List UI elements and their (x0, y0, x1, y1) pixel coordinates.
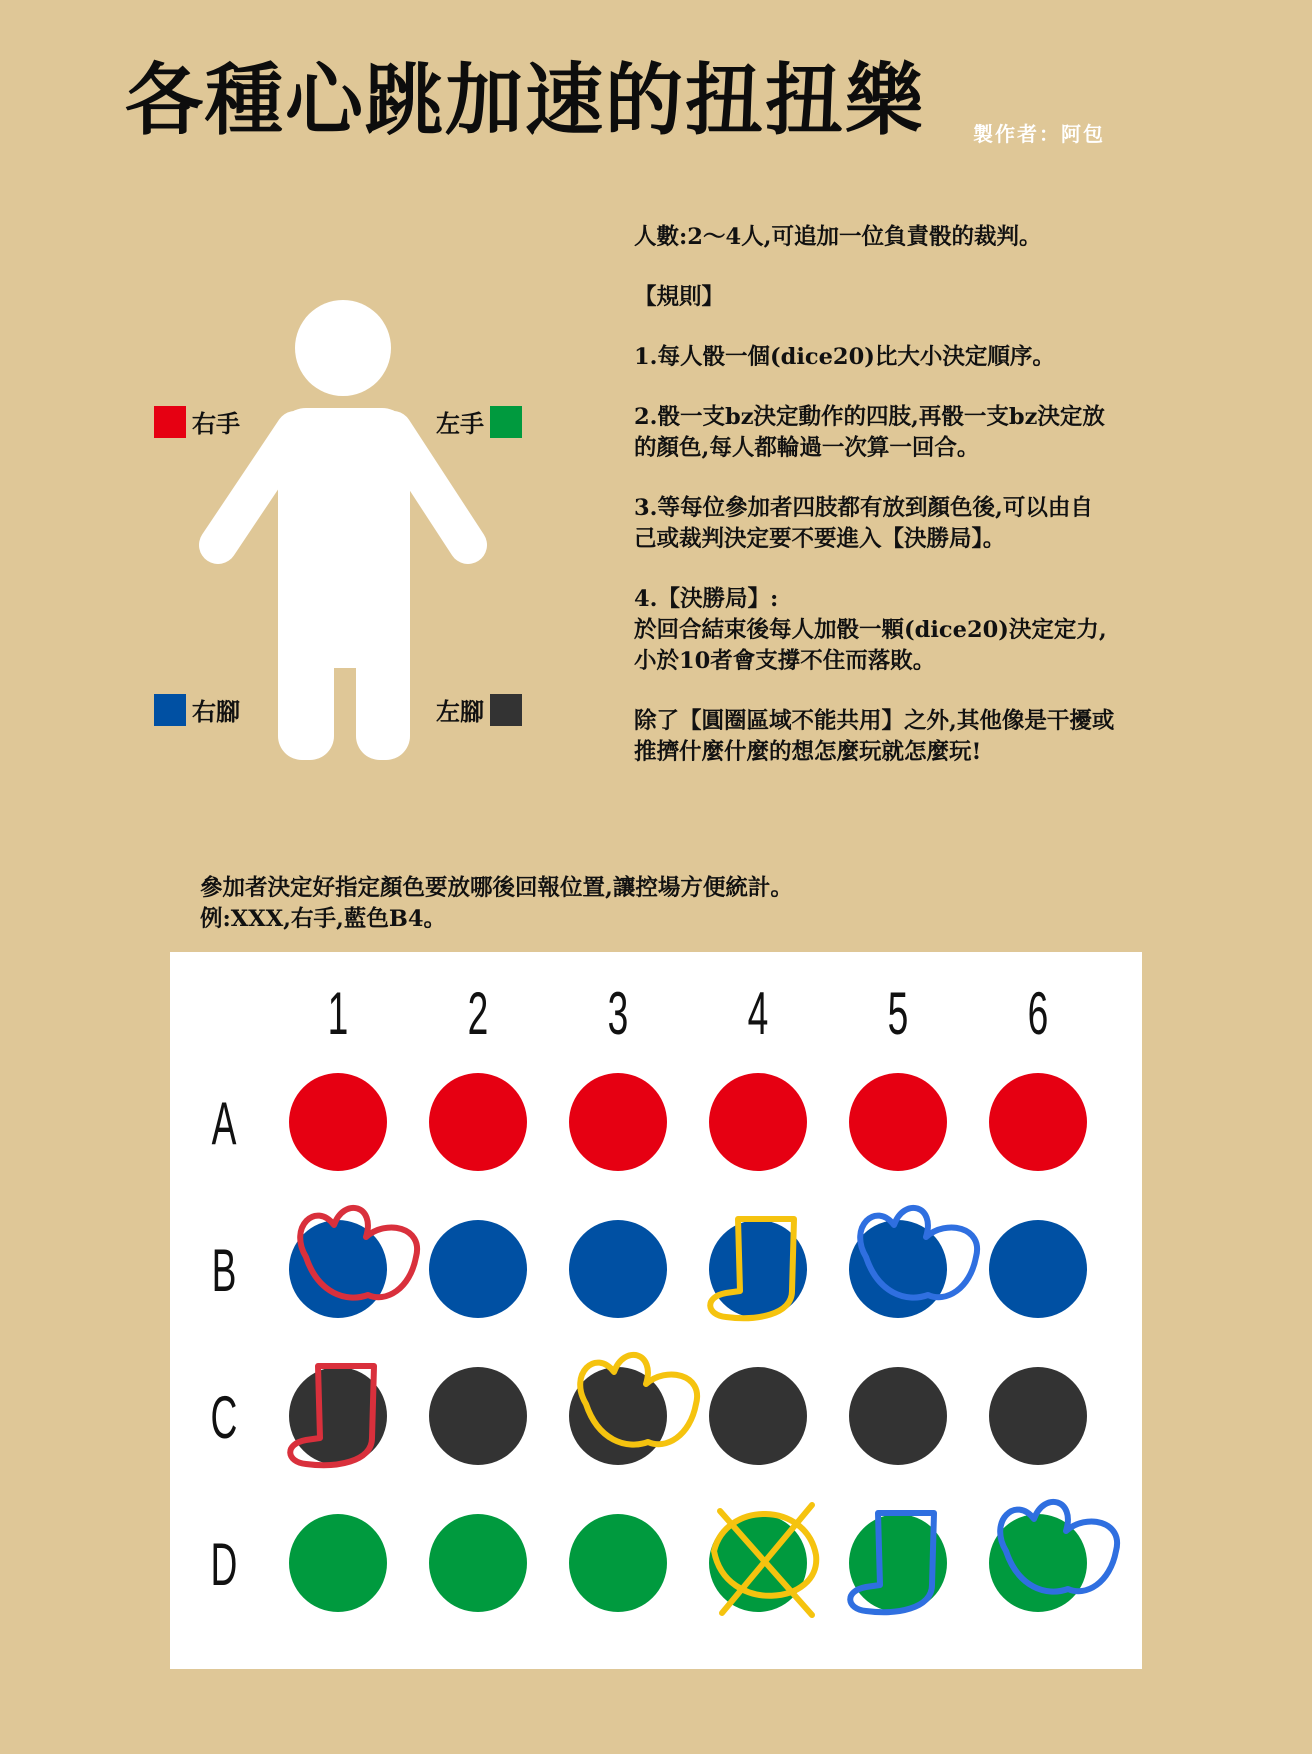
circle-C6[interactable] (989, 1367, 1087, 1465)
circle-A1[interactable] (289, 1073, 387, 1171)
row-label-C: C (210, 1383, 238, 1452)
circle-C4[interactable] (709, 1367, 807, 1465)
circle-A5[interactable] (849, 1073, 947, 1171)
circle-A4[interactable] (709, 1073, 807, 1171)
rules-heading: 【規則】 (634, 284, 725, 310)
board-grid (170, 952, 1142, 1669)
circle-B6[interactable] (989, 1220, 1087, 1318)
rule-3: 3.等每位參加者四肢都有放到顏色後,可以由自 己或裁判決定要不要進入【決勝局】。 (634, 495, 1093, 552)
rule-2: 2.骰一支bz決定動作的四肢,再骰一支bz決定放 的顏色,每人都輪過一次算一回合。 (634, 404, 1105, 461)
instructions-text: 參加者決定好指定顏色要放哪後回報位置,讓控場方便統計。 例:XXX,右手,藍色B4。 (200, 875, 793, 932)
legend-left-foot (436, 692, 522, 727)
circle-A3[interactable] (569, 1073, 667, 1171)
row-label-B: B (211, 1236, 237, 1305)
blue-swatch (154, 694, 186, 726)
red-swatch (154, 406, 186, 438)
row-label-A: A (211, 1089, 237, 1158)
row-label-D: D (210, 1530, 238, 1599)
rule-1: 1.每人骰一個(dice20)比大小決定順序。 (634, 344, 1055, 370)
body-figure (150, 290, 550, 770)
legend-right-hand (154, 404, 240, 439)
circle-A6[interactable] (989, 1073, 1087, 1171)
legend-label: 左手 (436, 409, 484, 438)
column-label-3: 3 (607, 979, 629, 1048)
column-label-5: 5 (887, 979, 909, 1048)
rule-note: 除了【圓圈區域不能共用】之外,其他像是干擾或 推擠什麼什麼的想怎麼玩就怎麼玩! (634, 708, 1115, 765)
circle-D3[interactable] (569, 1514, 667, 1612)
page-title: 各種心跳加速的扭扭樂 (125, 55, 926, 146)
column-label-2: 2 (467, 979, 489, 1048)
legend-label: 右手 (192, 409, 240, 438)
column-label-4: 4 (747, 979, 769, 1048)
column-label-6: 6 (1027, 979, 1049, 1048)
legend-label: 右腳 (192, 697, 240, 726)
circle-C2[interactable] (429, 1367, 527, 1465)
legend-label: 左腳 (436, 697, 484, 726)
green-swatch (490, 406, 522, 438)
circle-B3[interactable] (569, 1220, 667, 1318)
legend-right-foot (154, 692, 240, 727)
circle-B2[interactable] (429, 1220, 527, 1318)
circle-C5[interactable] (849, 1367, 947, 1465)
circle-D1[interactable] (289, 1514, 387, 1612)
circle-A2[interactable] (429, 1073, 527, 1171)
player-count: 人數:2～4人,可追加一位負責骰的裁判。 (634, 224, 1042, 250)
author-credit: 製作者：阿包 (973, 122, 1105, 146)
game-board (170, 952, 1142, 1669)
circle-D2[interactable] (429, 1514, 527, 1612)
black-swatch (490, 694, 522, 726)
legend-left-hand (436, 404, 522, 439)
column-label-1: 1 (327, 979, 349, 1048)
rules-panel (634, 222, 1194, 797)
rule-4: 4.【決勝局】: 於回合結束後每人加骰一顆(dice20)決定定力, 小於10者會支撐不住而落敗。 (634, 586, 1107, 674)
